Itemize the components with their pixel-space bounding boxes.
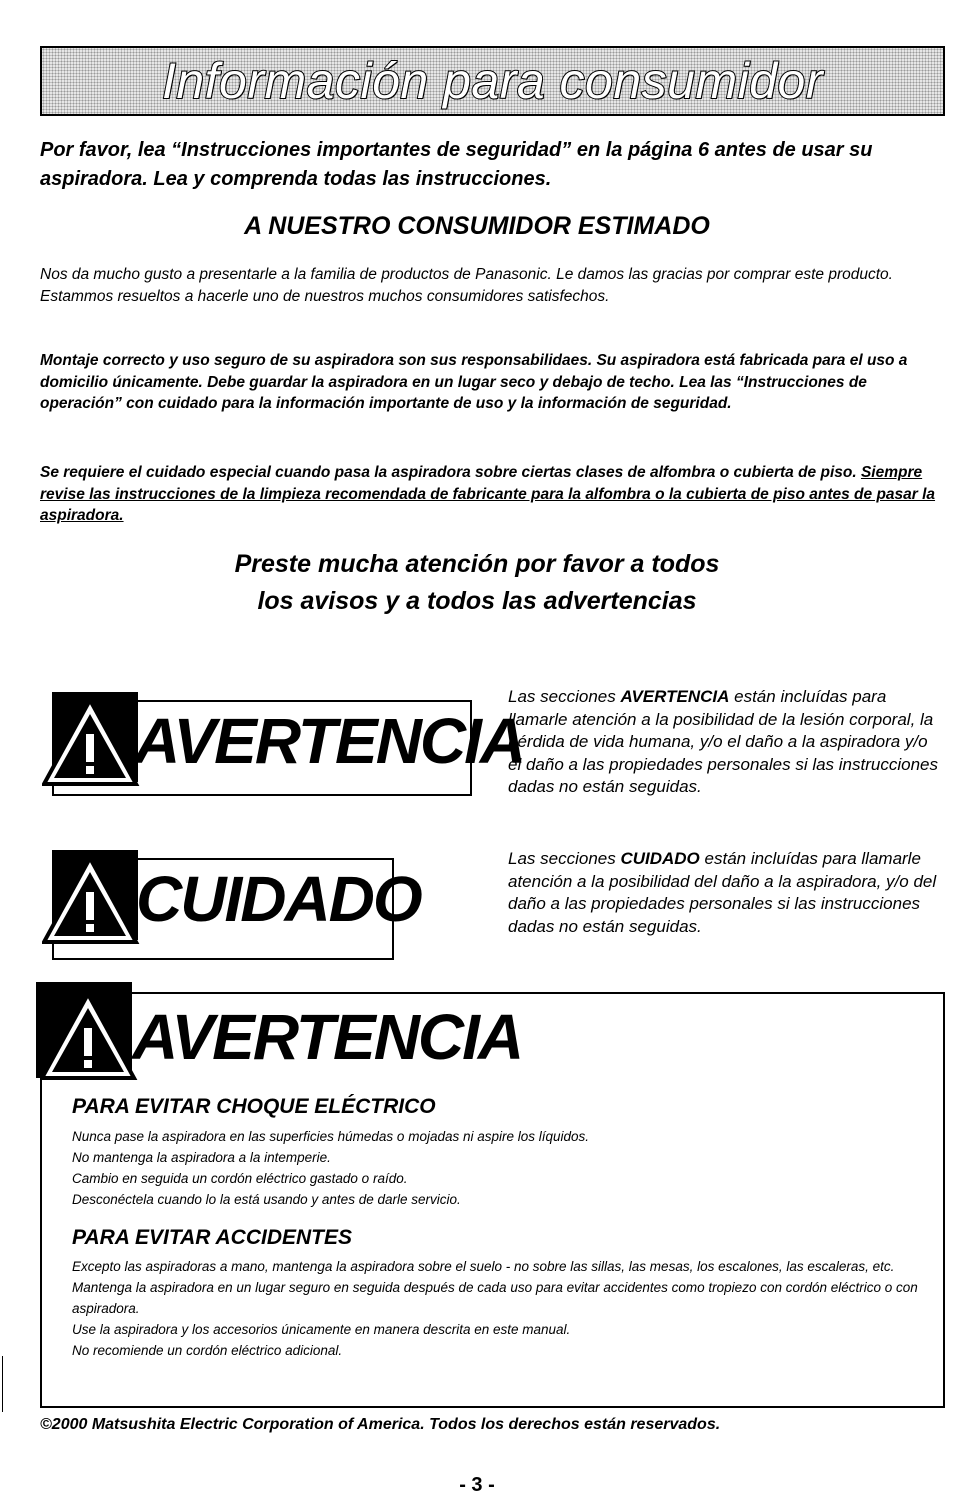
attention-line-1: Preste mucha atención por favor a todos bbox=[234, 550, 720, 578]
caution-label-text: CUIDADO bbox=[136, 863, 421, 935]
list-item: Use la aspiradora y los accesorios únicamente en manera descrita en este manual. bbox=[72, 1322, 571, 1337]
responsibility-paragraph: Montaje correcto y uso seguro de su aspiradora son sus responsabilidaes. Su aspiradora está fabricada para el uso a domicilio únicamente. Debe guardar la aspiradora en un lugar seco y debajo de techo. Lea las “Instrucciones de operación” con cuidado para la información importante de uso y la información de seguridad. bbox=[40, 352, 908, 412]
list-item: No mantenga la aspiradora a la intemperie. bbox=[72, 1150, 331, 1165]
copyright-footer: ©2000 Matsushita Electric Corporation of America. Todos los derechos están reservados. bbox=[40, 1416, 721, 1433]
shock-list bbox=[72, 1126, 932, 1210]
warning-label-text: AVERTENCIA bbox=[134, 705, 525, 777]
caution-description: Las secciones CUIDADO están incluídas para llamarle atención a la posibilidad del daño a la aspiradora, y/o del daño a las propiedades personales si las instrucciones dadas no están seguidas. bbox=[508, 849, 937, 936]
caution-label bbox=[38, 848, 421, 964]
list-item: No recomiende un cordón eléctrico adicional. bbox=[72, 1343, 343, 1358]
list-item: Excepto las aspiradoras a mano, mantenga la aspiradora sobre el suelo - no sobre las sillas, las mesas, los escalones, las escaleras, etc. bbox=[72, 1259, 895, 1274]
page-number: - 3 - bbox=[459, 1474, 495, 1496]
attention-heading bbox=[0, 546, 954, 620]
title-banner bbox=[40, 46, 945, 116]
dear-customer-heading: A NUESTRO CONSUMIDOR ESTIMADO bbox=[244, 212, 710, 240]
shock-heading: PARA EVITAR CHOQUE ELÉCTRICO bbox=[72, 1095, 436, 1118]
box-warning-triangle-icon bbox=[40, 990, 140, 1082]
warning-description: Las secciones AVERTENCIA están incluídas para llamarle atención a la posibilidad de la lesión corporal, la pérdida de vida humana, y/o el daño a la aspiradora y/o el daño a las propiedades personales si las instrucciones dadas no están seguidas. bbox=[508, 687, 938, 796]
welcome-paragraph: Nos da mucho gusto a presentarle a la familia de productos de Panasonic. Le damos las gracias por comprar este producto. Estammos resueltos a hacerle uno de nuestros muchos consumidores satisfechos. bbox=[40, 266, 893, 305]
carpet-care-underlined: Siempre revise las instrucciones de la limpieza recomendada de fabricante para la alfombra o la cubierta de piso antes de pasar la aspiradora. bbox=[40, 464, 936, 524]
carpet-care-paragraph bbox=[40, 462, 945, 527]
accident-heading: PARA EVITAR ACCIDENTES bbox=[72, 1226, 353, 1249]
page-title: Información para consumidor bbox=[161, 53, 824, 109]
warning-label bbox=[38, 690, 525, 806]
attention-line-2: los avisos y a todos las advertencias bbox=[257, 587, 697, 615]
warning-keyword: AVERTENCIA bbox=[620, 687, 730, 706]
list-item: Nunca pase la aspiradora en las superficies húmedas o mojadas ni aspire los líquidos. bbox=[72, 1129, 590, 1144]
list-item: Desconéctela cuando lo la está usando y antes de darle servicio. bbox=[72, 1192, 461, 1207]
box-warning-label: AVERTENCIA bbox=[132, 1001, 523, 1073]
carpet-care-text: Se requiere el cuidado especial cuando pasa la aspiradora sobre ciertas clases de alfombra o cubierta de piso. bbox=[40, 464, 857, 481]
list-item: Cambio en seguida un cordón eléctrico gastado o raído. bbox=[72, 1171, 408, 1186]
list-item: Mantenga la aspiradora en un lugar seguro en seguida después de cada uso para evitar accidentes como tropiezo con cordón eléctrico o con aspiradora. bbox=[72, 1280, 918, 1316]
intro-text: Por favor, lea “Instrucciones importantes de seguridad” en la página 6 antes de usar su aspiradora. Lea y comprenda todas las instrucciones. bbox=[40, 139, 873, 190]
caution-triangle-icon bbox=[42, 854, 142, 946]
scan-mark bbox=[2, 1356, 3, 1412]
warning-triangle-icon bbox=[42, 696, 142, 788]
caution-keyword: CUIDADO bbox=[620, 849, 700, 868]
accident-list bbox=[72, 1256, 932, 1361]
